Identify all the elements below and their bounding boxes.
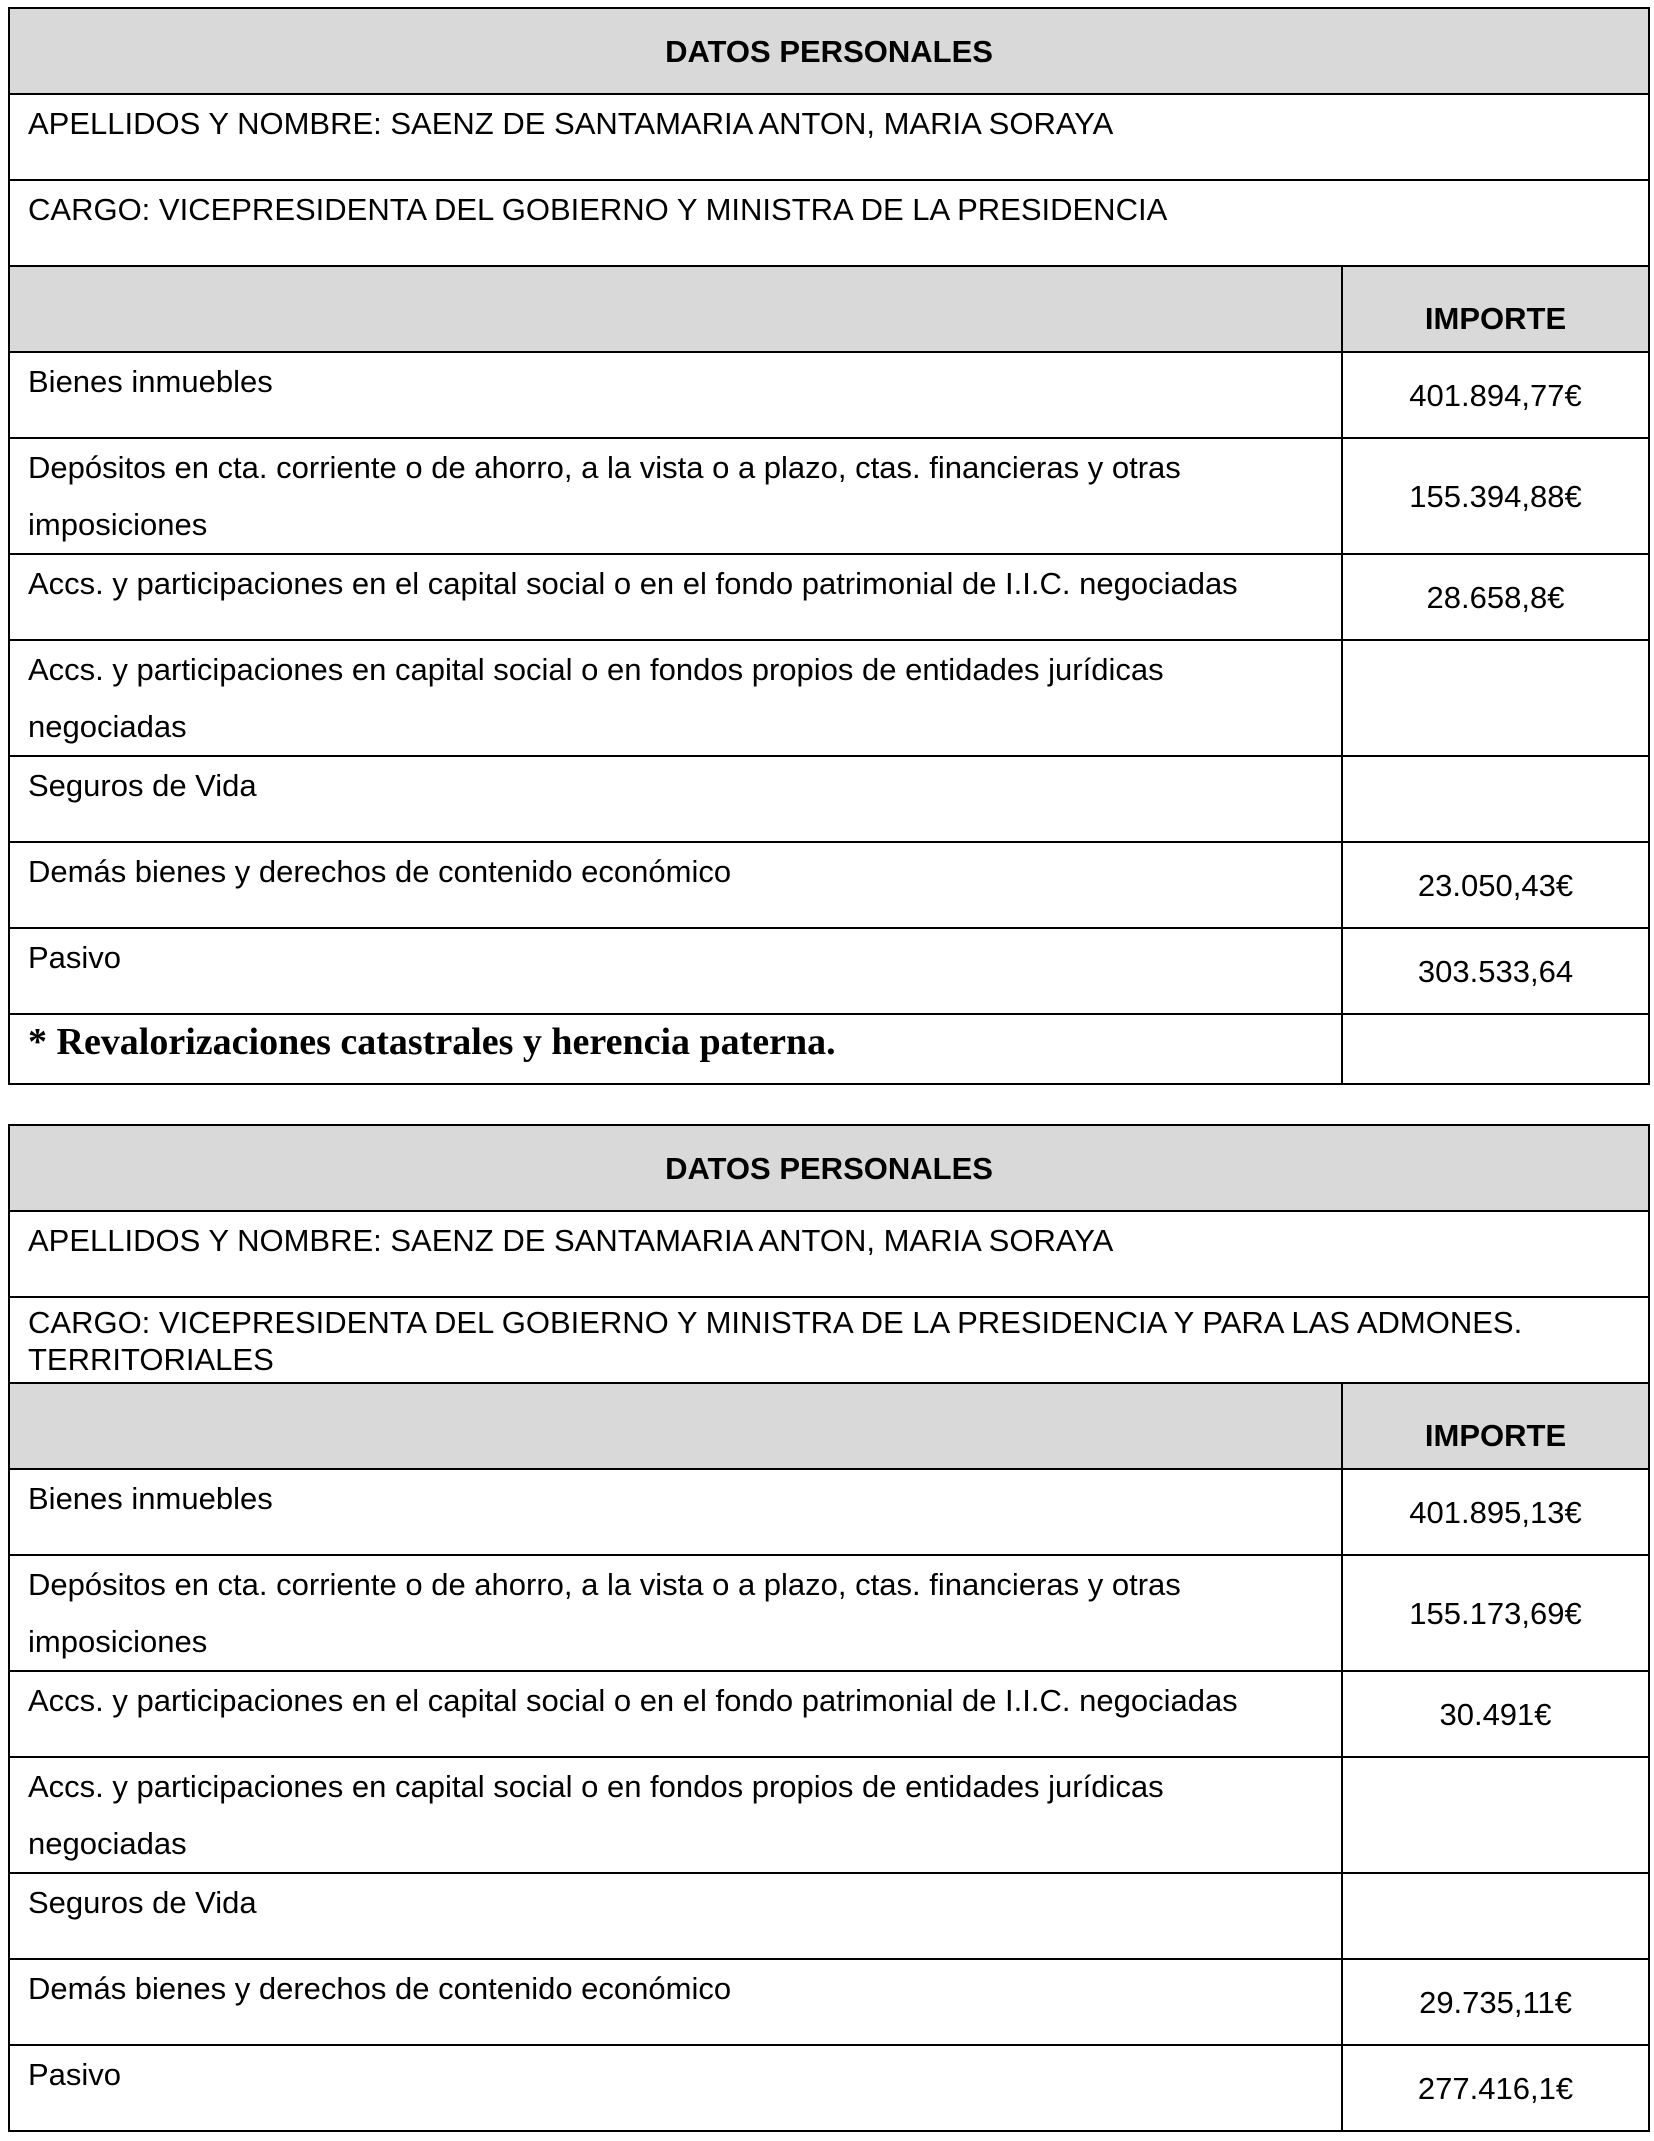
row-label: Accs. y participaciones en capital social o en fondos propios de entidades jurídicas negociadas: [9, 1757, 1342, 1873]
row-label: Accs. y participaciones en el capital social o en el fondo patrimonial de I.I.C. negociadas: [9, 554, 1342, 640]
row-label: Accs. y participaciones en el capital social o en el fondo patrimonial de I.I.C. negociadas: [9, 1671, 1342, 1757]
table-row: [9, 842, 1649, 928]
row-amount: [1342, 1873, 1649, 1959]
row-amount: 155.173,69€: [1342, 1555, 1649, 1671]
note-amount-cell: [1342, 1014, 1649, 1084]
row-amount: 28.658,8€: [1342, 554, 1649, 640]
table-row: [9, 756, 1649, 842]
section-header-row: [9, 8, 1649, 94]
section-header: DATOS PERSONALES: [9, 8, 1649, 94]
row-label: Pasivo: [9, 928, 1342, 1014]
row-label: Pasivo: [9, 2045, 1342, 2131]
table-row: [9, 1469, 1649, 1555]
position-row: [9, 1297, 1649, 1383]
row-amount: 401.894,77€: [1342, 352, 1649, 438]
row-label: Depósitos en cta. corriente o de ahorro, a la vista o a plazo, ctas. financieras y otras imposiciones: [9, 1555, 1342, 1671]
table-row: [9, 1757, 1649, 1873]
position-row: [9, 180, 1649, 266]
footnote: * Revalorizaciones catastrales y herencia paterna.: [9, 1014, 1342, 1084]
table-row: [9, 1873, 1649, 1959]
note-row: [9, 1014, 1649, 1084]
asset-declaration-table-2: [8, 1124, 1650, 2132]
asset-declaration-table-1: [8, 7, 1650, 1085]
table-row: [9, 1555, 1649, 1671]
row-amount: 401.895,13€: [1342, 1469, 1649, 1555]
row-label: Demás bienes y derechos de contenido económico: [9, 1959, 1342, 2045]
column-header-row: [9, 1383, 1649, 1469]
row-label: Bienes inmuebles: [9, 352, 1342, 438]
row-amount: 29.735,11€: [1342, 1959, 1649, 2045]
table-row: [9, 438, 1649, 554]
full-name: APELLIDOS Y NOMBRE: SAENZ DE SANTAMARIA ANTON, MARIA SORAYA: [9, 1211, 1649, 1297]
row-amount: 277.416,1€: [1342, 2045, 1649, 2131]
row-amount: 155.394,88€: [1342, 438, 1649, 554]
row-label: Demás bienes y derechos de contenido económico: [9, 842, 1342, 928]
row-label: Seguros de Vida: [9, 1873, 1342, 1959]
row-amount: [1342, 756, 1649, 842]
row-label: Seguros de Vida: [9, 756, 1342, 842]
table-row: [9, 640, 1649, 756]
amount-column-header: IMPORTE: [1342, 1383, 1649, 1469]
concept-column-header: [9, 266, 1342, 352]
row-amount: [1342, 1757, 1649, 1873]
row-amount: 303.533,64: [1342, 928, 1649, 1014]
section-header-row: [9, 1125, 1649, 1211]
row-label: Depósitos en cta. corriente o de ahorro, a la vista o a plazo, ctas. financieras y otras imposiciones: [9, 438, 1342, 554]
full-name: APELLIDOS Y NOMBRE: SAENZ DE SANTAMARIA ANTON, MARIA SORAYA: [9, 94, 1649, 180]
position: CARGO: VICEPRESIDENTA DEL GOBIERNO Y MINISTRA DE LA PRESIDENCIA Y PARA LAS ADMONES. TERRITORIALES: [9, 1297, 1649, 1383]
table-row: [9, 1959, 1649, 2045]
row-amount: [1342, 640, 1649, 756]
table-row: [9, 2045, 1649, 2131]
name-row: [9, 94, 1649, 180]
table-row: [9, 928, 1649, 1014]
row-label: Bienes inmuebles: [9, 1469, 1342, 1555]
row-amount: 23.050,43€: [1342, 842, 1649, 928]
name-row: [9, 1211, 1649, 1297]
table-row: [9, 554, 1649, 640]
amount-column-header: IMPORTE: [1342, 266, 1649, 352]
position: CARGO: VICEPRESIDENTA DEL GOBIERNO Y MINISTRA DE LA PRESIDENCIA: [9, 180, 1649, 266]
concept-column-header: [9, 1383, 1342, 1469]
table-row: [9, 352, 1649, 438]
row-amount: 30.491€: [1342, 1671, 1649, 1757]
column-header-row: [9, 266, 1649, 352]
section-header: DATOS PERSONALES: [9, 1125, 1649, 1211]
table-row: [9, 1671, 1649, 1757]
row-label: Accs. y participaciones en capital social o en fondos propios de entidades jurídicas negociadas: [9, 640, 1342, 756]
